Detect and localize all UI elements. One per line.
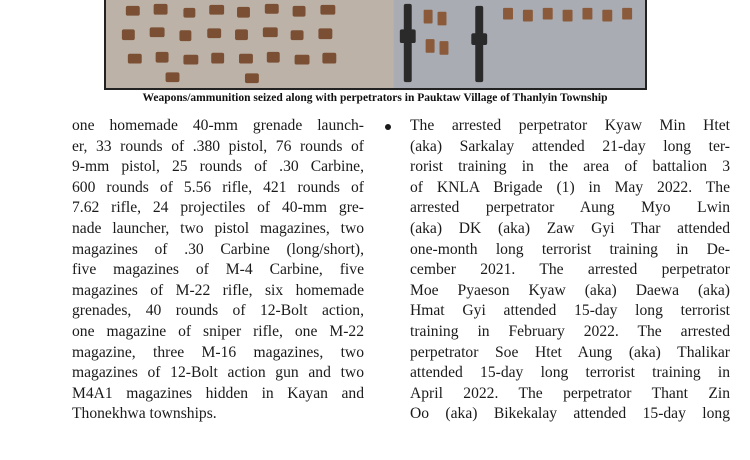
text-line: one homemade 40-mm grenade launch- bbox=[72, 117, 364, 134]
text-line: The arrested perpetrator Kyaw Min Htet bbox=[410, 117, 730, 134]
text-line: (aka) Sarkalay attended 21-day long ter- bbox=[410, 137, 730, 155]
text-line: magazines of .30 Carbine (long/short), bbox=[72, 240, 364, 258]
right-column-text bbox=[410, 116, 730, 425]
text-line: Hmat Gyi attended 15-day long terrorist bbox=[410, 302, 730, 320]
text-line: 9-mm pistol, 25 rounds of .30 Carbine, bbox=[72, 158, 364, 176]
text-line: perpetrator Soe Htet Aung (aka) Thalikar bbox=[410, 343, 730, 361]
text-line: Oo (aka) Bikekalay attended 15-day long bbox=[410, 405, 730, 423]
text-line: arrested perpetrator Aung Myo Lwin bbox=[410, 199, 730, 217]
text-line: magazine, three M-16 magazines, two bbox=[72, 343, 364, 361]
text-line: 7.62 rifle, 24 projectiles of 40-mm gre- bbox=[72, 199, 364, 217]
text-line: one-month long terrorist training in De- bbox=[410, 240, 730, 258]
text-line: 600 rounds of 5.56 rifle, 421 rounds of bbox=[72, 178, 364, 196]
text-line: magazines of M-22 rifle, six homemade bbox=[72, 281, 364, 299]
text-line: magazines of 12-Bolt action gun and two bbox=[72, 364, 364, 382]
text-line: of KNLA Brigade (1) in May 2022. The bbox=[410, 178, 730, 196]
text-line: er, 33 rounds of .380 pistol, 76 rounds of bbox=[72, 137, 364, 155]
text-line: Moe Pyaeson Kyaw (aka) Daewa (aka) bbox=[410, 281, 730, 299]
text-line: rorist training in the area of battalion 3 bbox=[410, 158, 730, 176]
photo-caption: Weapons/ammunition seized along with perpetrators in Pauktaw Village of Thanlyin Township bbox=[142, 92, 608, 104]
text-line: Thonekhwa townships. bbox=[72, 405, 217, 423]
bullet-point bbox=[385, 124, 391, 130]
text-line: training in February 2022. The arrested bbox=[410, 322, 730, 340]
left-column-text bbox=[72, 116, 364, 425]
text-line: attended 15-day long terrorist training in bbox=[410, 364, 730, 382]
text-line: cember 2021. The arrested perpetrator bbox=[410, 261, 730, 279]
text-line: M4A1 magazines hidden in Kayan and bbox=[72, 384, 364, 402]
text-line: nade launcher, two pistol magazines, two bbox=[72, 219, 364, 237]
text-line: one magazine of sniper rifle, one M-22 bbox=[72, 322, 364, 340]
text-line: grenades, 40 rounds of 12-Bolt action, bbox=[72, 302, 364, 320]
text-line: five magazines of M-4 Carbine, five bbox=[72, 261, 364, 279]
text-line: (aka) DK (aka) Zaw Gyi Thar attended bbox=[410, 219, 730, 237]
seized-weapons-photo bbox=[104, 0, 647, 90]
photo-illustration bbox=[106, 0, 645, 88]
text-line: April 2022. The perpetrator Thant Zin bbox=[410, 384, 730, 402]
